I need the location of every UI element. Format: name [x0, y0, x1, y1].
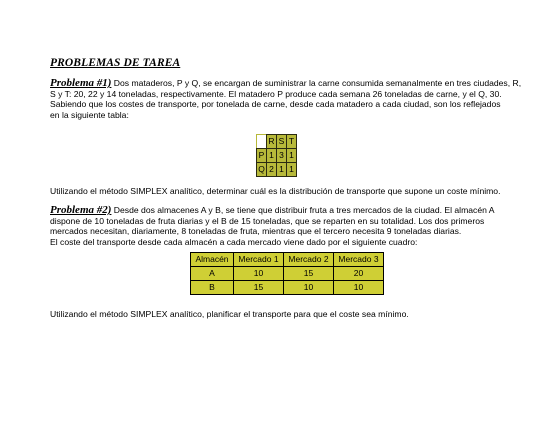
table-cell: [257, 135, 267, 149]
table-row: [257, 149, 297, 163]
table-header-cell: Mercado 2: [284, 253, 334, 267]
problem1-line-3: Sabiendo que los costes de transporte, por tonelada de carne, desde cada matadero a cada ciudad, son los reflejados: [50, 99, 501, 110]
table-row: [257, 135, 297, 149]
table-cell: 1: [287, 163, 297, 177]
problem1-line-4: en la siguiente tabla:: [50, 109, 129, 120]
problem1-heading: Problema #1): [50, 77, 112, 89]
problem2-line-2: dispone de 10 toneladas de fruta diarias y el B de 15 toneladas, que se reparten en su totalidad. Los dos primeros: [50, 215, 485, 226]
table-cell: 15: [284, 267, 334, 281]
table-cell: 1: [267, 149, 277, 163]
table-cell: 20: [334, 267, 384, 281]
table-row: [191, 267, 384, 281]
problem1-statement: [50, 78, 520, 120]
table-row-label: A: [191, 267, 234, 281]
table-header-cell: S: [277, 135, 287, 149]
table-header-cell: Mercado 3: [334, 253, 384, 267]
table-header-cell: Mercado 1: [234, 253, 284, 267]
table-row-label: B: [191, 281, 234, 295]
table-cell: 10: [284, 281, 334, 295]
problem2-cost-table: [190, 252, 384, 295]
table-cell: 1: [277, 163, 287, 177]
problem2-statement: [50, 205, 520, 247]
table-header-cell: Almacén: [191, 253, 234, 267]
table-row: [257, 163, 297, 177]
table-row: [191, 281, 384, 295]
table-row-label: Q: [257, 163, 267, 177]
problem2-heading: Problema #2): [50, 204, 112, 216]
table-cell: 3: [277, 149, 287, 163]
table-row-label: P: [257, 149, 267, 163]
table-header-cell: R: [267, 135, 277, 149]
problem1-line-2: S y T: 20, 22 y 14 toneladas, respectivamente. El matadero P produce cada semana 26 toneladas de carne, y el Q, 30.: [50, 88, 502, 99]
problem1-question: Utilizando el método SIMPLEX analítico, determinar cuál es la distribución de transporte que supone un coste mínimo.: [50, 186, 501, 196]
problem2-line-4: El coste del transporte desde cada almacén a cada mercado viene dado por el siguiente cuadro:: [50, 236, 418, 247]
table-cell: 10: [234, 267, 284, 281]
table-row: [191, 253, 384, 267]
table-cell: 10: [334, 281, 384, 295]
problem1-cost-table: [256, 134, 297, 177]
table-cell: 1: [287, 149, 297, 163]
problem2-question: Utilizando el método SIMPLEX analítico, planificar el transporte para que el coste sea mínimo.: [50, 309, 409, 319]
table-cell: 2: [267, 163, 277, 177]
problem2-line-1: Problema #2) Desde dos almacenes A y B, se tiene que distribuir fruta a tres mercados de la ciudad. El almacén A: [50, 204, 495, 216]
table-cell: 15: [234, 281, 284, 295]
problem1-line-1: Problema #1) Dos mataderos, P y Q, se encargan de suministrar la carne consumida semanalmente en tres ciudades, R,: [50, 77, 522, 89]
problem2-line-3: mercados necesitan, diariamente, 8 toneladas de fruta, mientras que el tercero necesita 9 toneladas diarias.: [50, 226, 462, 237]
document-title: PROBLEMAS DE TAREA: [50, 57, 181, 69]
table-header-cell: T: [287, 135, 297, 149]
